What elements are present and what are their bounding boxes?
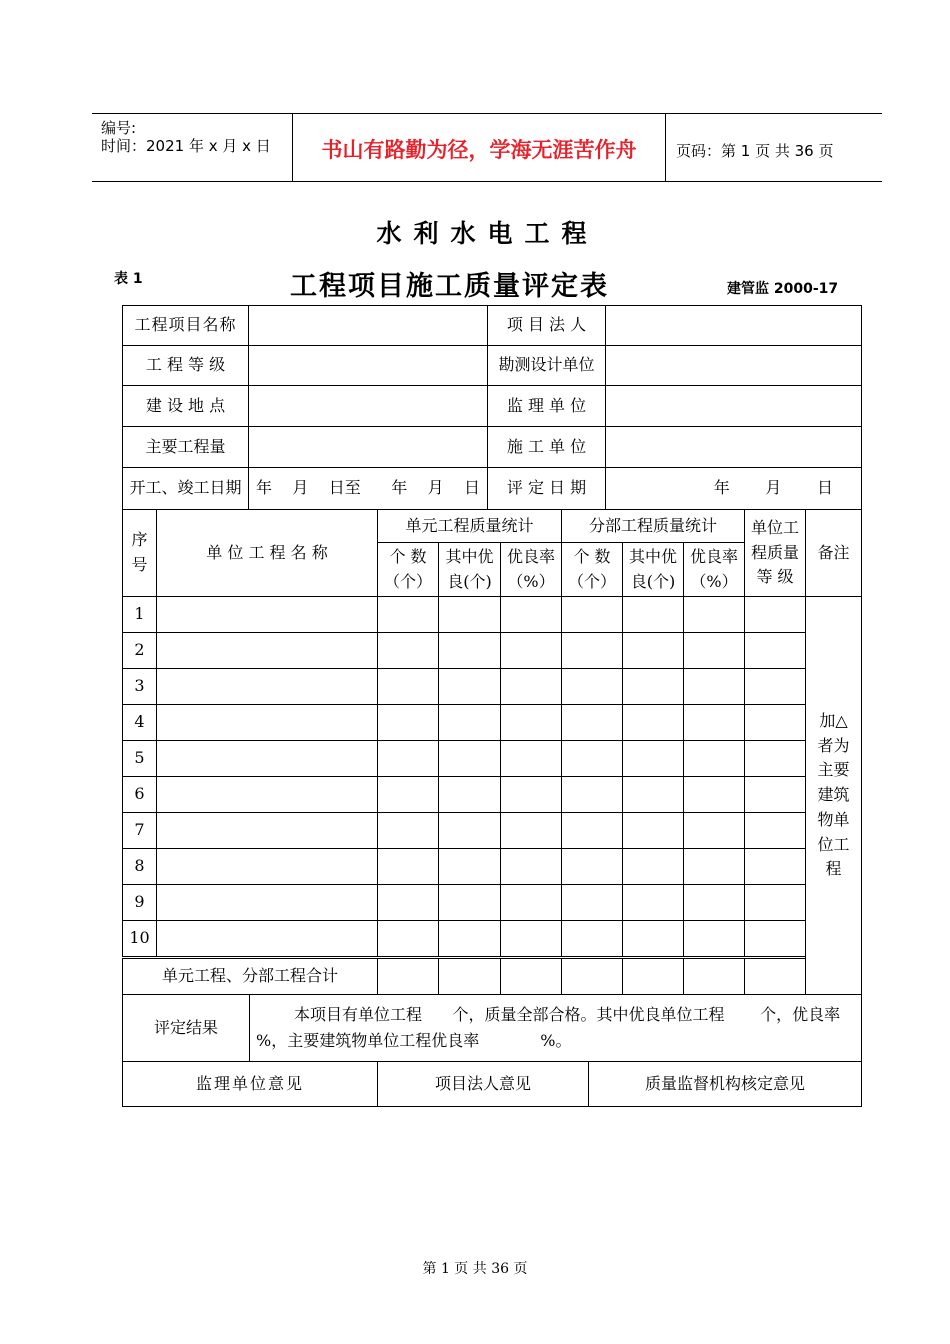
row-6-sub-count-cell[interactable] <box>561 776 623 813</box>
supervision-field[interactable] <box>605 385 862 427</box>
row-5-sub-count-cell[interactable] <box>561 740 623 777</box>
row-9-seq-label: 9 <box>122 884 157 921</box>
motto-text: 书山有路勤为径，学海无涯苦作舟 <box>321 138 637 162</box>
row-9-sub-count-cell[interactable] <box>561 884 623 921</box>
row-8-sub-rate-cell[interactable] <box>683 848 745 885</box>
row-6-unit-name-cell[interactable] <box>156 776 378 813</box>
row-3-unit-count-cell[interactable] <box>377 668 439 705</box>
grade-label: 工 程 等 级 <box>122 345 249 386</box>
row-3-unit-grade-cell[interactable] <box>744 668 806 705</box>
row-5-sub-rate-cell[interactable] <box>683 740 745 777</box>
row-10-unit-excellent-cell[interactable] <box>438 920 501 957</box>
row-5-seq-label: 5 <box>122 740 157 777</box>
project-name-label: 工程项目名称 <box>122 305 249 346</box>
row-6-unit-count-cell[interactable] <box>377 776 439 813</box>
unit-grade-header: 单位工程质量等 级 <box>744 509 806 597</box>
project-name-field[interactable] <box>248 305 488 346</box>
row-10-seq-label: 10 <box>122 920 157 957</box>
row-4-unit-excellent-cell[interactable] <box>438 704 501 741</box>
location-field[interactable] <box>248 385 488 427</box>
row-9-unit-excellent-cell[interactable] <box>438 884 501 921</box>
total-unit-grade-cell[interactable] <box>744 958 806 995</box>
row-7-unit-rate-cell[interactable] <box>500 812 562 849</box>
unit-count-header: 个 数（个） <box>377 542 439 597</box>
form-code: 建管监 2000-17 <box>727 281 839 297</box>
total-unit-excellent-cell[interactable] <box>438 958 501 995</box>
row-4-unit-name-cell[interactable] <box>156 704 378 741</box>
row-5-unit-grade-cell[interactable] <box>744 740 806 777</box>
eval-date-field[interactable]: 年 月 日 <box>605 467 862 510</box>
row-2-unit-rate-cell[interactable] <box>500 632 562 669</box>
row-7-sub-excellent-cell[interactable] <box>622 812 684 849</box>
grade-field[interactable] <box>248 345 488 386</box>
sub-stats-header: 分部工程质量统计 <box>561 509 745 543</box>
remark-header: 备注 <box>805 509 862 597</box>
row-10-unit-name-cell[interactable] <box>156 920 378 957</box>
dates-label: 开工、竣工日期 <box>122 467 249 510</box>
row-6-unit-excellent-cell[interactable] <box>438 776 501 813</box>
row-6-seq-label: 6 <box>122 776 157 813</box>
row-10-unit-grade-cell[interactable] <box>744 920 806 957</box>
row-6-unit-rate-cell[interactable] <box>500 776 562 813</box>
row-8-sub-excellent-cell[interactable] <box>622 848 684 885</box>
row-1-unit-name-cell[interactable] <box>156 596 378 633</box>
survey-field[interactable] <box>605 345 862 386</box>
supervision-label: 监 理 单 位 <box>487 385 606 427</box>
row-9-unit-rate-cell[interactable] <box>500 884 562 921</box>
row-10-sub-count-cell[interactable] <box>561 920 623 957</box>
row-2-sub-count-cell[interactable] <box>561 632 623 669</box>
row-9-unit-grade-cell[interactable] <box>744 884 806 921</box>
row-4-sub-count-cell[interactable] <box>561 704 623 741</box>
row-3-sub-excellent-cell[interactable] <box>622 668 684 705</box>
row-6-unit-grade-cell[interactable] <box>744 776 806 813</box>
row-1-seq-label: 1 <box>122 596 157 633</box>
row-10-unit-rate-cell[interactable] <box>500 920 562 957</box>
row-3-sub-count-cell[interactable] <box>561 668 623 705</box>
sub-rate-header: 优良率（%） <box>683 542 745 597</box>
form-title-line1: 水利水电工程 <box>376 219 599 248</box>
row-4-seq-label: 4 <box>122 704 157 741</box>
doc-number-label: 编号: <box>101 119 137 137</box>
row-3-unit-excellent-cell[interactable] <box>438 668 501 705</box>
doc-time-label: 时间：2021 年 x 月 x 日 <box>101 137 271 155</box>
total-sub-excellent-cell[interactable] <box>622 958 684 995</box>
row-4-unit-count-cell[interactable] <box>377 704 439 741</box>
total-unit-rate-cell[interactable] <box>500 958 562 995</box>
row-1-unit-grade-cell[interactable] <box>744 596 806 633</box>
total-sub-rate-cell[interactable] <box>683 958 745 995</box>
row-1-unit-count-cell[interactable] <box>377 596 439 633</box>
seq-header: 序号 <box>122 509 157 597</box>
form-title-line2: 工程项目施工质量评定表 <box>290 271 609 302</box>
row-9-sub-excellent-cell[interactable] <box>622 884 684 921</box>
sub-count-header: 个 数（个） <box>561 542 623 597</box>
survey-label: 勘测设计单位 <box>487 345 606 386</box>
row-1-unit-rate-cell[interactable] <box>500 596 562 633</box>
owner-field[interactable] <box>605 305 862 346</box>
row-2-unit-excellent-cell[interactable] <box>438 632 501 669</box>
unit-stats-header: 单元工程质量统计 <box>377 509 562 543</box>
row-2-unit-grade-cell[interactable] <box>744 632 806 669</box>
row-4-sub-excellent-cell[interactable] <box>622 704 684 741</box>
row-2-unit-count-cell[interactable] <box>377 632 439 669</box>
row-7-unit-count-cell[interactable] <box>377 812 439 849</box>
row-2-sub-excellent-cell[interactable] <box>622 632 684 669</box>
row-8-unit-name-cell[interactable] <box>156 848 378 885</box>
row-7-seq-label: 7 <box>122 812 157 849</box>
row-7-unit-name-cell[interactable] <box>156 812 378 849</box>
row-7-sub-count-cell[interactable] <box>561 812 623 849</box>
row-10-sub-excellent-cell[interactable] <box>622 920 684 957</box>
row-4-unit-rate-cell[interactable] <box>500 704 562 741</box>
total-sub-count-cell[interactable] <box>561 958 623 995</box>
row-3-unit-name-cell[interactable] <box>156 668 378 705</box>
row-6-sub-rate-cell[interactable] <box>683 776 745 813</box>
header-top-rule <box>92 113 882 114</box>
row-3-unit-rate-cell[interactable] <box>500 668 562 705</box>
page-indicator: 页码：第 1 页 共 36 页 <box>676 142 834 160</box>
row-2-unit-name-cell[interactable] <box>156 632 378 669</box>
unit-excellent-header: 其中优良(个) <box>438 542 501 597</box>
row-5-unit-rate-cell[interactable] <box>500 740 562 777</box>
eval-date-label: 评 定 日 期 <box>487 467 606 510</box>
quality-agency-opinion[interactable]: 质量监督机构核定意见 <box>588 1061 862 1107</box>
row-5-unit-count-cell[interactable] <box>377 740 439 777</box>
remark-note: 加△者为主要建筑物单位工程 <box>805 596 862 995</box>
unit-name-header: 单 位 工 程 名 称 <box>156 509 378 597</box>
page-footer: 第 1 页 共 36 页 <box>422 1261 528 1277</box>
row-5-unit-name-cell[interactable] <box>156 740 378 777</box>
quantity-field[interactable] <box>248 426 488 468</box>
table-number: 表 1 <box>114 271 143 287</box>
header-divider-right <box>665 113 666 181</box>
owner-opinion[interactable]: 项目法人意见 <box>377 1061 589 1107</box>
owner-label: 项 目 法 人 <box>487 305 606 346</box>
row-8-unit-excellent-cell[interactable] <box>438 848 501 885</box>
result-text[interactable]: 本项目有单位工程 个，质量全部合格。其中优良单位工程 个，优良率 %，主要建筑物单位工程优良率 %。 <box>249 994 862 1062</box>
row-8-unit-grade-cell[interactable] <box>744 848 806 885</box>
row-2-sub-rate-cell[interactable] <box>683 632 745 669</box>
location-label: 建 设 地 点 <box>122 385 249 427</box>
construction-field[interactable] <box>605 426 862 468</box>
row-1-sub-rate-cell[interactable] <box>683 596 745 633</box>
sub-excellent-header: 其中优良(个) <box>622 542 684 597</box>
total-label: 单元工程、分部工程合计 <box>122 958 378 995</box>
supervision-opinion[interactable]: 监理单位意见 <box>122 1061 378 1107</box>
result-label: 评定结果 <box>122 994 250 1062</box>
row-8-seq-label: 8 <box>122 848 157 885</box>
row-5-unit-excellent-cell[interactable] <box>438 740 501 777</box>
quantity-label: 主要工程量 <box>122 426 249 468</box>
row-9-unit-name-cell[interactable] <box>156 884 378 921</box>
row-7-sub-rate-cell[interactable] <box>683 812 745 849</box>
row-1-sub-excellent-cell[interactable] <box>622 596 684 633</box>
row-8-unit-count-cell[interactable] <box>377 848 439 885</box>
total-unit-count-cell[interactable] <box>377 958 439 995</box>
row-8-unit-rate-cell[interactable] <box>500 848 562 885</box>
row-3-seq-label: 3 <box>122 668 157 705</box>
row-4-sub-rate-cell[interactable] <box>683 704 745 741</box>
row-10-unit-count-cell[interactable] <box>377 920 439 957</box>
row-7-unit-grade-cell[interactable] <box>744 812 806 849</box>
row-9-sub-rate-cell[interactable] <box>683 884 745 921</box>
row-2-seq-label: 2 <box>122 632 157 669</box>
row-3-sub-rate-cell[interactable] <box>683 668 745 705</box>
row-5-sub-excellent-cell[interactable] <box>622 740 684 777</box>
row-7-unit-excellent-cell[interactable] <box>438 812 501 849</box>
row-4-unit-grade-cell[interactable] <box>744 704 806 741</box>
row-10-sub-rate-cell[interactable] <box>683 920 745 957</box>
construction-label: 施 工 单 位 <box>487 426 606 468</box>
dates-field[interactable]: 年 月 日至 年 月 日 <box>248 467 488 510</box>
row-1-sub-count-cell[interactable] <box>561 596 623 633</box>
unit-rate-header: 优良率（%） <box>500 542 562 597</box>
row-6-sub-excellent-cell[interactable] <box>622 776 684 813</box>
row-8-sub-count-cell[interactable] <box>561 848 623 885</box>
row-1-unit-excellent-cell[interactable] <box>438 596 501 633</box>
row-9-unit-count-cell[interactable] <box>377 884 439 921</box>
header-bottom-rule <box>92 181 882 182</box>
